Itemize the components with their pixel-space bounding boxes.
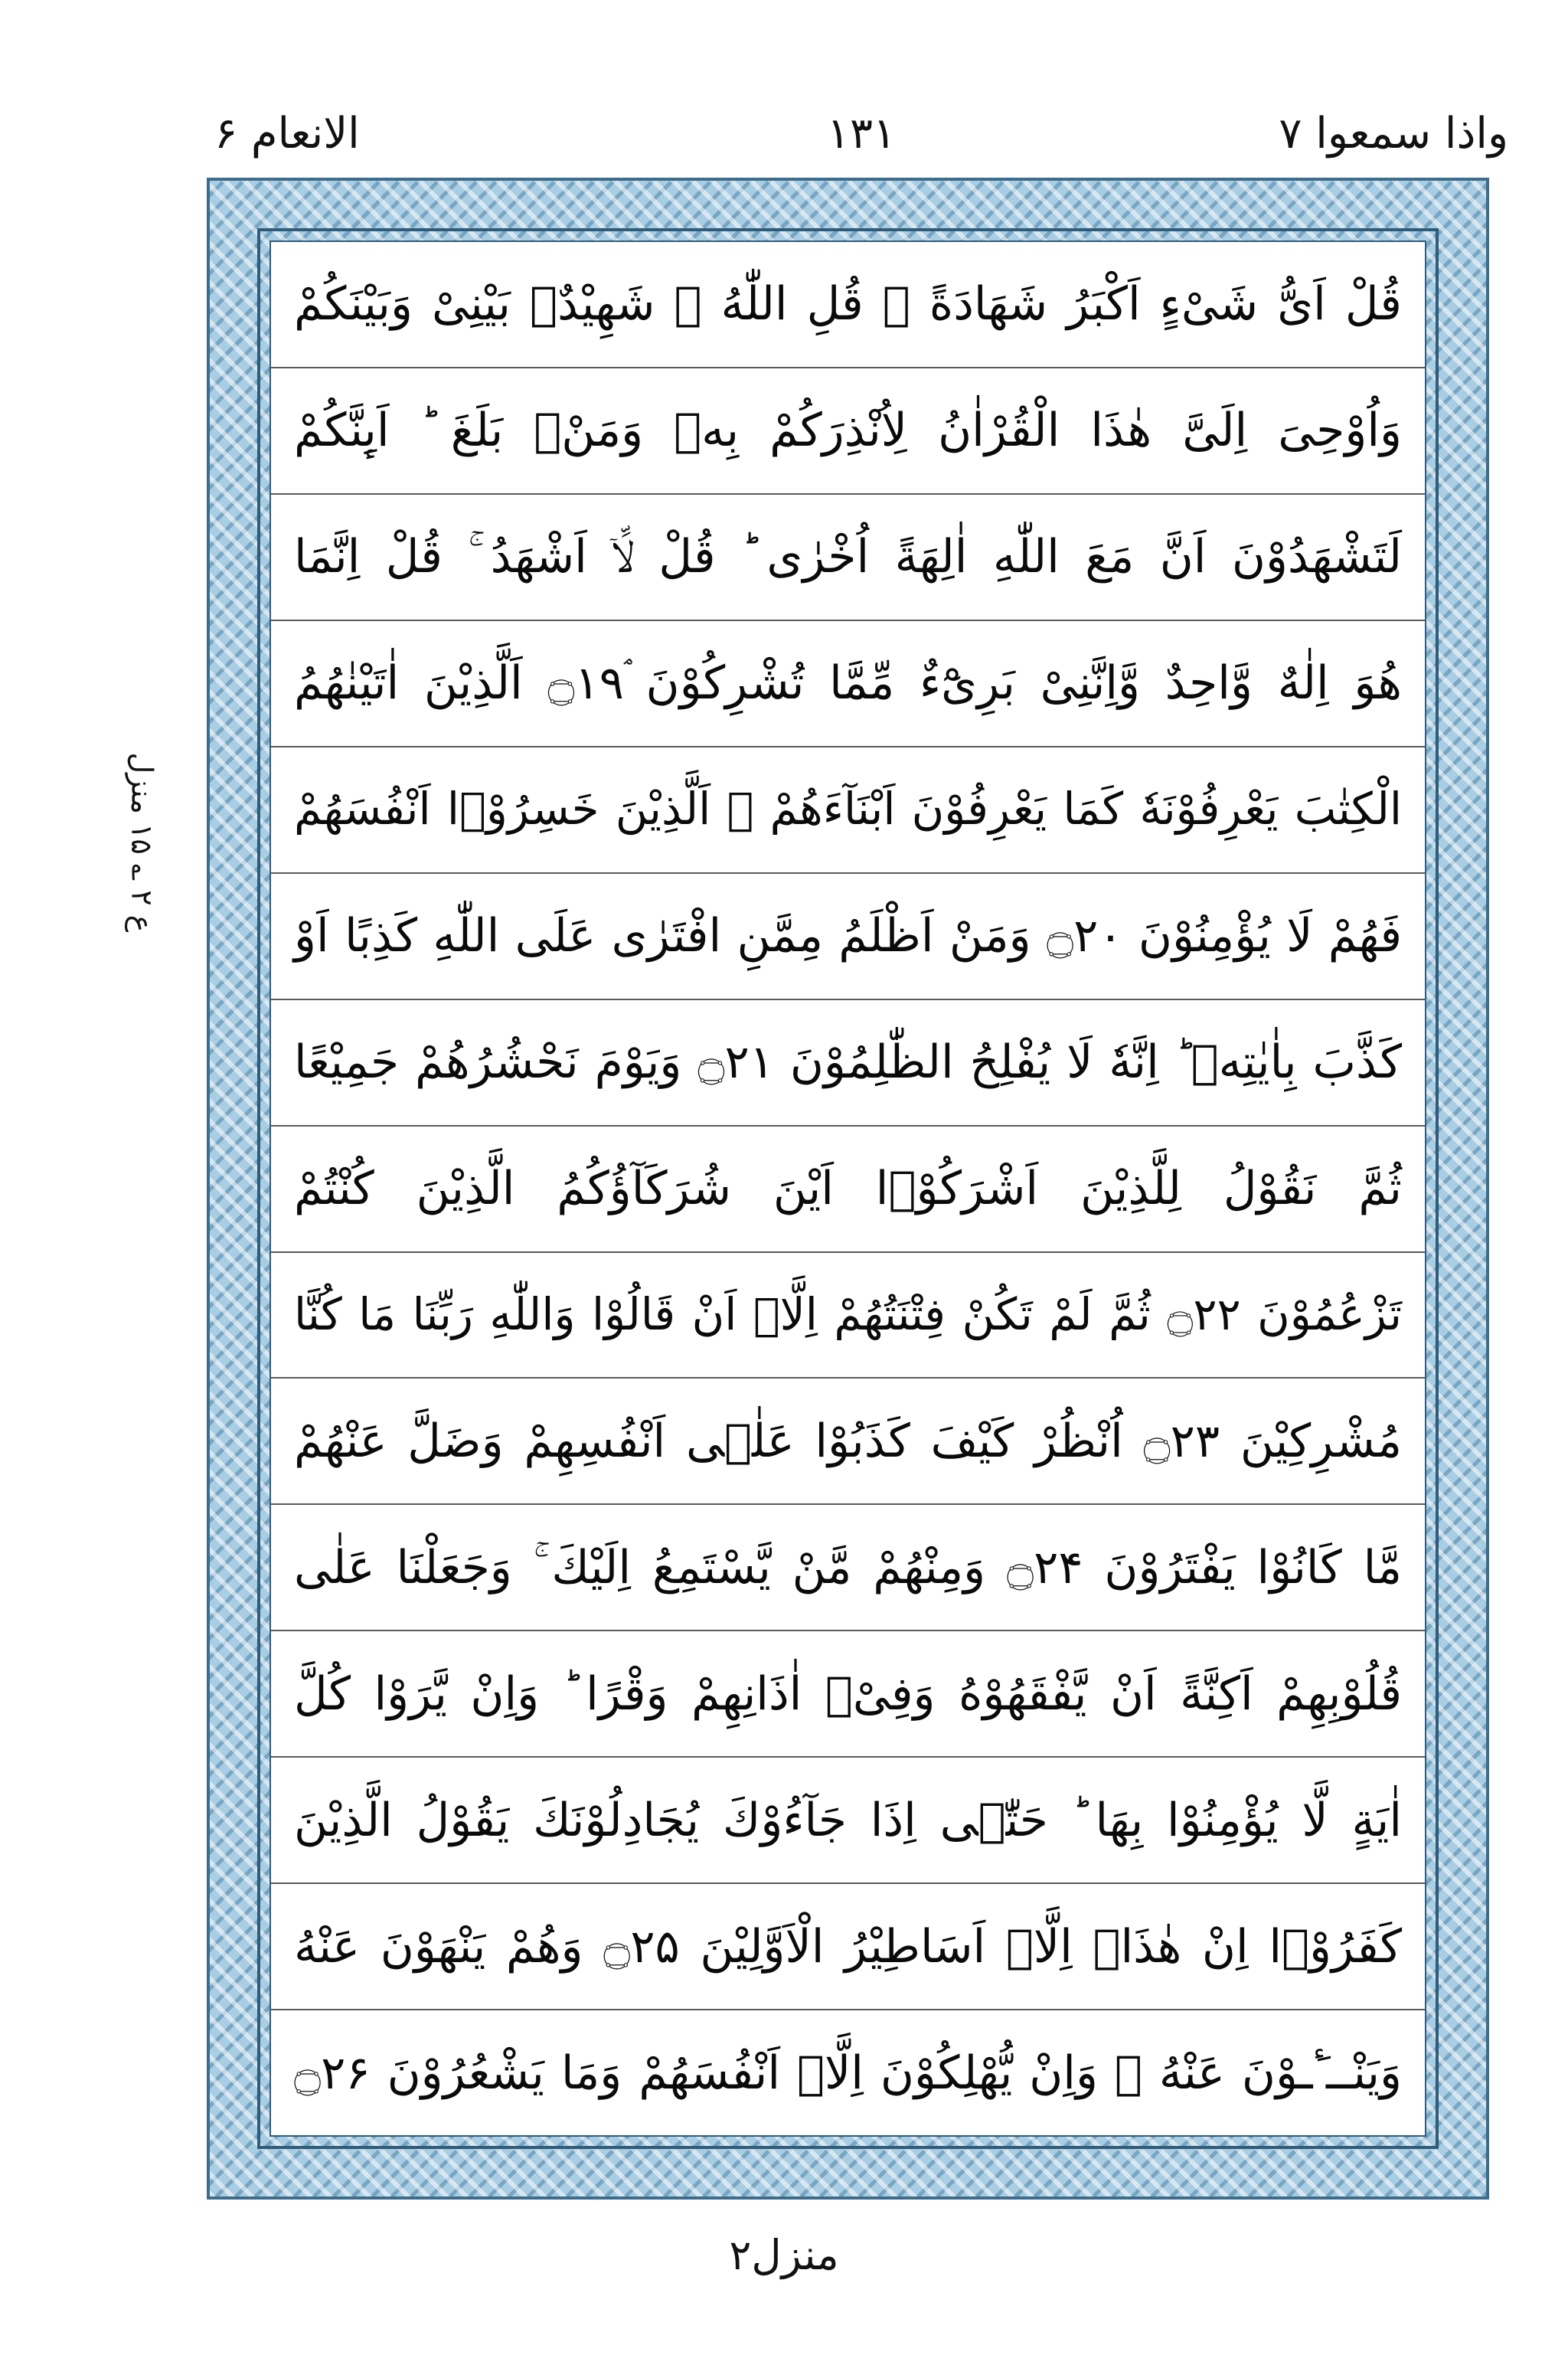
verse-line-text: الْكِتٰبَ یَعْرِفُوْنَهٗ كَمَا یَعْرِفُوْنَ اَبْنَآءَهُمْ ۘ اَلَّذِیْنَ خَسِرُوْۤا اَنْفُسَهُمْ — [294, 783, 1402, 836]
verse-line-text: وَاُوْحِیَ اِلَیَّ هٰذَا الْقُرْاٰنُ لِاُنْذِرَكُمْ بِهٖ وَمَنْۢ بَلَغَ ؕ اَىِٕنَّكُمْ — [294, 404, 1402, 458]
verse-line-text: هُوَ اِلٰهٌ وَّاحِدٌ وَّاِنَّنِیْ بَرِیْٓءٌ مِّمَّا تُشْرِكُوْنَ ۘ۝۱۹ اَلَّذِیْنَ اٰتَیْنٰهُمُ — [294, 656, 1402, 711]
manzil-label: منزل۲ — [729, 2231, 839, 2279]
verse-line — [271, 1127, 1425, 1253]
verse-line-text: وَیَنْــٴَـوْنَ عَنْهُ ۚ وَاِنْ یُّهْلِكُوْنَ اِلَّاۤ اَنْفُسَهُمْ وَمَا یَشْعُرُوْنَ ۝۲۶ — [294, 2046, 1402, 2100]
verse-line-text: مُشْرِكِیْنَ ۝۲۳ اُنْظُرْ كَیْفَ كَذَبُوْا عَلٰۤی اَنْفُسِهِمْ وَضَلَّ عَنْهُمْ — [294, 1414, 1402, 1468]
verse-line — [271, 747, 1425, 874]
page-header — [184, 100, 1539, 176]
margin-note-text: ع ۲ ؎ ۱۵ منزل — [125, 752, 158, 933]
verse-line-text: قُلُوْبِهِمْ اَكِنَّةً اَنْ یَّفْقَهُوْهُ وَفِیْۤ اٰذَانِهِمْ وَقْرًا ؕ وَاِنْ یَّرَوْا كُلَّ — [294, 1666, 1402, 1721]
verse-line — [271, 495, 1425, 621]
margin-note — [111, 628, 172, 1057]
verse-line — [271, 1631, 1425, 1758]
page-number: ۱۳۱ — [826, 109, 897, 159]
header-surah-name: الانعام ۶ — [214, 109, 360, 159]
verse-line — [271, 368, 1425, 495]
verse-line — [271, 621, 1425, 747]
verse-line-text: لَتَشْهَدُوْنَ اَنَّ مَعَ اللّٰهِ اٰلِهَةً اُخْرٰی ؕ قُلْ لَّاۤ اَشْهَدُ ۚ قُلْ اِنَّمَا — [294, 530, 1402, 584]
verse-line-text: اٰیَةٍ لَّا یُؤْمِنُوْا بِهَا ؕ حَتّٰۤی اِذَا جَآءُوْكَ یُجَادِلُوْنَكَ یَقُوْلُ الَّذِیْنَ — [294, 1793, 1402, 1847]
page-footer — [0, 2221, 1568, 2290]
verse-line-text: ثُمَّ نَقُوْلُ لِلَّذِیْنَ اَشْرَكُوْۤا اَیْنَ شُرَكَآؤُكُمُ الَّذِیْنَ كُنْتُمْ — [294, 1162, 1402, 1216]
verse-line-text: مَّا كَانُوْا یَفْتَرُوْنَ ۝۲۴ وَمِنْهُمْ مَّنْ یَّسْتَمِعُ اِلَیْكَ ۚ وَجَعَلْنَا عَلٰی — [294, 1540, 1402, 1595]
verse-line — [271, 1505, 1425, 1631]
verse-line — [271, 1379, 1425, 1505]
ornamental-border — [207, 178, 1489, 2200]
verse-line-text: فَهُمْ لَا یُؤْمِنُوْنَ ۝۲۰ وَمَنْ اَظْلَمُ مِمَّنِ افْتَرٰی عَلَی اللّٰهِ كَذِبًا اَوْ — [294, 909, 1403, 963]
verse-text-area — [270, 240, 1426, 2137]
verse-line-text: تَزْعُمُوْنَ ۝۲۲ ثُمَّ لَمْ تَكُنْ فِتْنَتُهُمْ اِلَّاۤ اَنْ قَالُوْا وَاللّٰهِ رَبِّنَا مَا كُنَّا — [294, 1288, 1402, 1341]
verse-line-text: كَذَّبَ بِاٰیٰتِهٖ ؕ اِنَّهٗ لَا یُفْلِحُ الظّٰلِمُوْنَ ۝۲۱ وَیَوْمَ نَحْشُرُهُمْ جَمِیْعًا — [294, 1035, 1403, 1090]
verse-line-text: كَفَرُوْۤا اِنْ هٰذَاۤ اِلَّاۤ اَسَاطِیْرُ الْاَوَّلِیْنَ ۝۲۵ وَهُمْ یَنْهَوْنَ عَنْهُ — [294, 1919, 1403, 1974]
verse-line — [271, 1253, 1425, 1379]
verse-line — [271, 1758, 1425, 1884]
verse-line — [271, 242, 1425, 368]
verse-line — [271, 2010, 1425, 2135]
verse-line — [271, 874, 1425, 1000]
verse-line-text: قُلْ اَیُّ شَیْءٍ اَكْبَرُ شَهَادَةً ۖ قُلِ اللّٰهُ ۙ شَهِیْدٌۢ بَیْنِیْ وَبَیْنَكُمْ — [294, 277, 1402, 332]
verse-line — [271, 1884, 1425, 2010]
verse-line — [271, 1000, 1425, 1127]
header-para-name: واذا سمعوا ۷ — [1279, 109, 1508, 159]
